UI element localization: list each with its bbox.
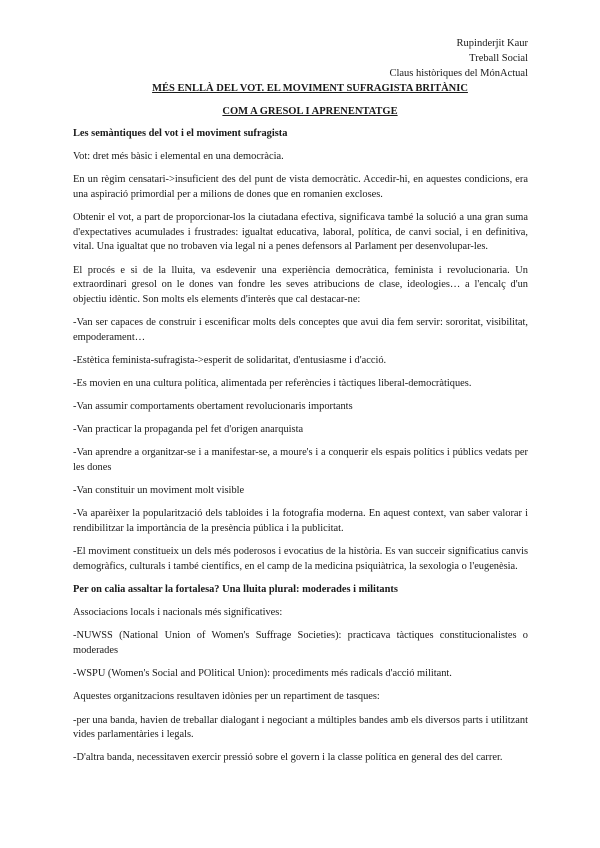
document-body bbox=[73, 127, 528, 774]
document-subtitle: COM A GRESOL I APRENENTATGE bbox=[222, 106, 398, 117]
subject-name: Treball Social bbox=[469, 53, 528, 64]
section-heading: Per on calia assaltar la fortalesa? Una lluita plural: moderades i militants bbox=[73, 583, 398, 595]
paragraph: Associacions locals i nacionals més significatives: bbox=[73, 607, 283, 619]
paragraph: -Es movien en una cultura política, alimentada per referències i tàctiques liberal-democràtiques. bbox=[73, 377, 472, 389]
course-name: Claus històriques del MónActual bbox=[389, 68, 528, 79]
paragraph: -per una banda, havien de treballar dialogant i negociant a múltiples bandes amb els diversos parts i utilitzant vides parlamentàries i legals. bbox=[73, 714, 528, 741]
paragraph: Vot: dret més bàsic i elemental en una democràcia. bbox=[73, 151, 284, 163]
paragraph: -NUWSS (National Union of Women's Suffrage Societies): practicava tàctiques constitucionalistes o moderades bbox=[73, 630, 528, 656]
paragraph: -Van aprendre a organitzar-se i a manifestar-se, a moure's i a conquerir els espais polítics i públics vedats per les dones bbox=[73, 447, 528, 474]
paragraph: Obtenir el vot, a part de proporcionar-los la ciutadana efectiva, significava també la solució a una gran suma d'expectatives acumulades i frustrades: igualtat educativa, laboral, política, de canvi social, i en definitiva, vital. Una igualtat que no trobaven via legal ni a penes defensors al Parlament per desenvolupar-les. bbox=[73, 212, 528, 253]
paragraph: -El moviment constitueix un dels més poderosos i evocatius de la història. Es van succeir significatius canvis demogràfics, culturals i també científics, en el camp de la medicina psiquiàtrica, la sexologia o l'eugenèsia. bbox=[73, 546, 528, 572]
paragraph: En un règim censatari->insuficient des del punt de vista democràtic. Accedir-hi, en aquestes condicions, era una aspiració primordial per a milions de dones que en romanien excloses. bbox=[73, 174, 528, 200]
paragraph: -Va aparèixer la popularització dels tabloides i la fotografia moderna. En aquest context, van saber valorar i rendibilitzar la importància de la presència pública i la publicitat. bbox=[73, 508, 528, 534]
paragraph: -Van assumir comportaments obertament revolucionaris importants bbox=[73, 401, 353, 413]
author-name: Rupinderjit Kaur bbox=[456, 38, 528, 49]
document-title: MÉS ENLLÀ DEL VOT. EL MOVIMENT SUFRAGISTA BRITÀNIC bbox=[152, 83, 468, 94]
paragraph: -Van constituir un moviment molt visible bbox=[73, 485, 245, 497]
paragraph: Aquestes organitzacions resultaven idònies per un repartiment de tasques: bbox=[73, 691, 380, 703]
paragraph: -D'altra banda, necessitaven exercir pressió sobre el govern i la classe política en general des del carrer. bbox=[73, 752, 503, 764]
section-heading: Les semàntiques del vot i el moviment sufragista bbox=[73, 128, 288, 139]
paragraph: -Van practicar la propaganda pel fet d'origen anarquista bbox=[73, 424, 304, 436]
paragraph: -Van ser capaces de construir i escenificar molts dels conceptes que avui dia fem servir: sororitat, visibilitat, empoderament… bbox=[73, 316, 528, 343]
document-header bbox=[389, 36, 528, 81]
paragraph: El procés e si de la lluita, va esdevenir una experiència democràtica, feminista i revolucionaria. Un extraordinari gresol on le dones van fondre les seves atribucions de clase, ideologies… a l'encalç d'un objectiu idèntic. Son molts els elements d'interès que cal destacar-ne: bbox=[73, 264, 528, 305]
paragraph: -Estètica feminista-sufragista->esperit de solidaritat, d'entusiasme i d'acció. bbox=[73, 354, 387, 366]
paragraph: -WSPU (Women's Social and POlitical Union): procediments més radicals d'acció militant. bbox=[73, 668, 452, 680]
